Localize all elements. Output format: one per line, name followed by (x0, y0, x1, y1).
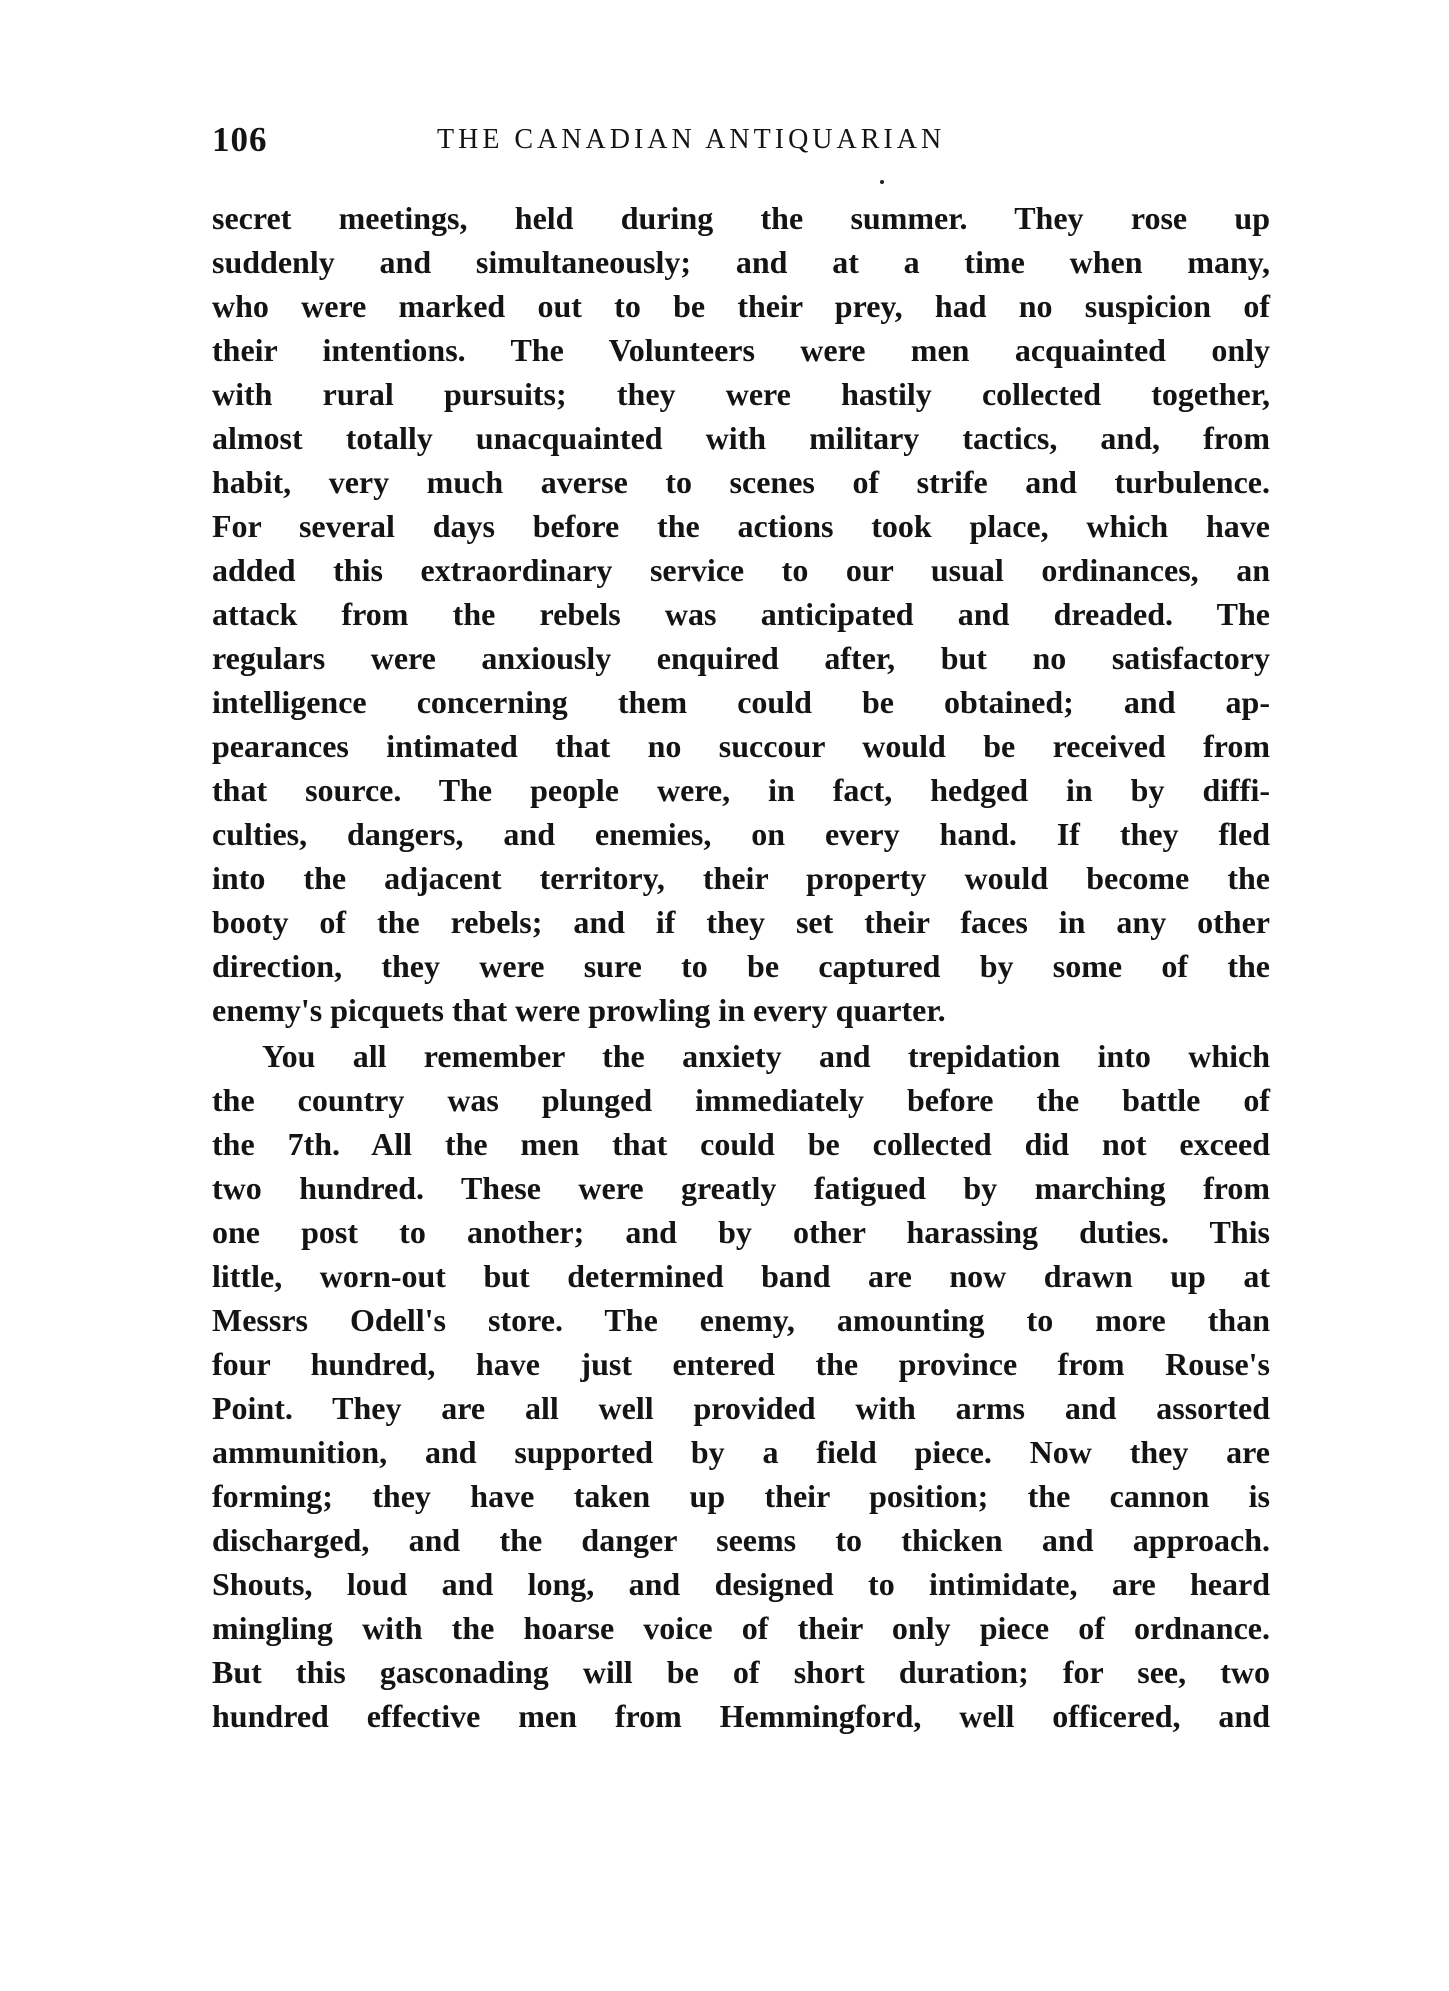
text-line: culties, dangers, and enemies, on every hand. If they fled (212, 816, 1270, 852)
text-line: Point. They are all well provided with arms and assorted (212, 1390, 1270, 1426)
ornament-dot (880, 180, 884, 184)
text-line: one post to another; and by other harassing duties. This (212, 1214, 1270, 1250)
text-line: secret meetings, held during the summer. They rose up (212, 200, 1270, 236)
text-line: habit, very much averse to scenes of strife and turbulence. (212, 464, 1270, 500)
text-line: with rural pursuits; they were hastily collected together, (212, 376, 1270, 412)
text-line: four hundred, have just entered the province from Rouse's (212, 1346, 1270, 1382)
text-line: For several days before the actions took place, which have (212, 508, 1270, 544)
text-line: pearances intimated that no succour would be received from (212, 728, 1270, 764)
text-line: intelligence concerning them could be obtained; and ap- (212, 684, 1270, 720)
text-line: ammunition, and supported by a field piece. Now they are (212, 1434, 1270, 1470)
text-line: two hundred. These were greatly fatigued by marching from (212, 1170, 1270, 1206)
text-line: their intentions. The Volunteers were men acquainted only (212, 332, 1270, 368)
running-head: THE CANADIAN ANTIQUARIAN (437, 124, 946, 155)
page-number: 106 (212, 120, 268, 159)
page-header (212, 120, 1272, 176)
text-line: But this gasconading will be of short duration; for see, two (212, 1654, 1270, 1690)
text-line: Shouts, loud and long, and designed to intimidate, are heard (212, 1566, 1270, 1602)
text-line: suddenly and simultaneously; and at a time when many, (212, 244, 1270, 280)
text-line: the 7th. All the men that could be collected did not exceed (212, 1126, 1270, 1162)
text-line: almost totally unacquainted with military tactics, and, from (212, 420, 1270, 456)
text-line: into the adjacent territory, their property would become the (212, 860, 1270, 896)
text-line: hundred effective men from Hemmingford, well officered, and (212, 1698, 1270, 1734)
text-line: enemy's picquets that were prowling in every quarter. (212, 992, 946, 1028)
text-line: discharged, and the danger seems to thicken and approach. (212, 1522, 1270, 1558)
text-line: that source. The people were, in fact, hedged in by diffi- (212, 772, 1270, 808)
text-line: who were marked out to be their prey, had no suspicion of (212, 288, 1270, 324)
text-line: regulars were anxiously enquired after, but no satisfactory (212, 640, 1270, 676)
text-line: the country was plunged immediately before the battle of (212, 1082, 1270, 1118)
text-line: added this extraordinary service to our usual ordinances, an (212, 552, 1270, 588)
text-line: forming; they have taken up their position; the cannon is (212, 1478, 1270, 1514)
text-line: booty of the rebels; and if they set their faces in any other (212, 904, 1270, 940)
text-line: attack from the rebels was anticipated and dreaded. The (212, 596, 1270, 632)
text-line: mingling with the hoarse voice of their only piece of ordnance. (212, 1610, 1270, 1646)
text-line: You all remember the anxiety and trepidation into which (262, 1038, 1270, 1074)
text-line: Messrs Odell's store. The enemy, amounting to more than (212, 1302, 1270, 1338)
text-line: little, worn-out but determined band are now drawn up at (212, 1258, 1270, 1294)
text-line: direction, they were sure to be captured by some of the (212, 948, 1270, 984)
